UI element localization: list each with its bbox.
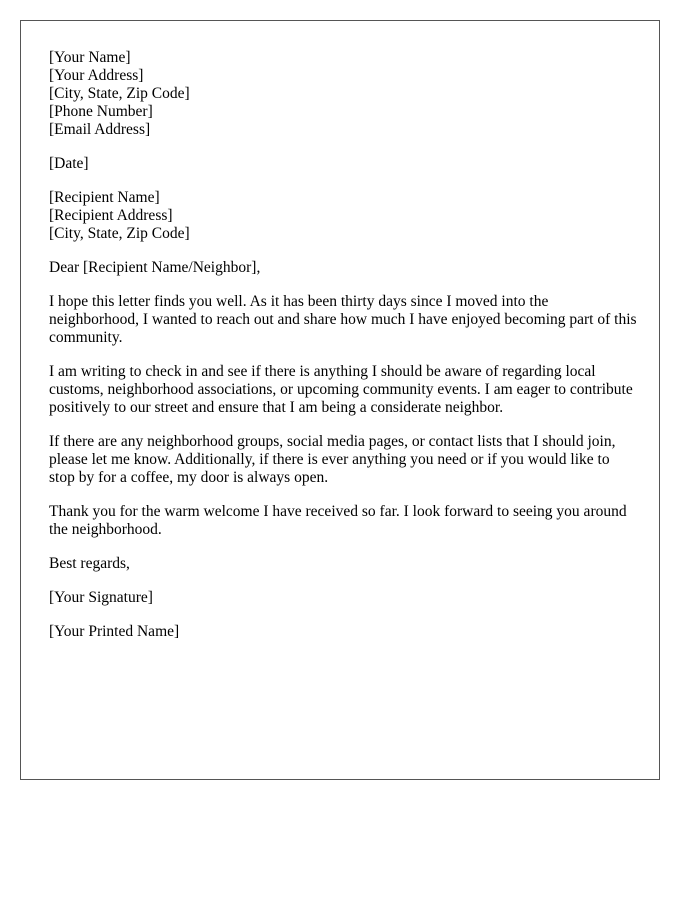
closing: Best regards, <box>49 555 130 572</box>
sender-city-state-zip: [City, State, Zip Code] <box>49 85 190 102</box>
sender-block <box>49 49 631 139</box>
printed-name: [Your Printed Name] <box>49 623 180 640</box>
signature-block <box>49 589 631 607</box>
recipient-city-state-zip: [City, State, Zip Code] <box>49 225 190 242</box>
sender-address: [Your Address] <box>49 67 144 84</box>
closing-block <box>49 555 631 573</box>
body-paragraph: I hope this letter finds you well. As it has been thirty days since I moved into the neighborhood, I wanted to reach out and share how much I have enjoyed becoming part of this community. <box>49 293 637 346</box>
recipient-block <box>49 189 631 243</box>
sender-name: [Your Name] <box>49 49 131 66</box>
recipient-address: [Recipient Address] <box>49 207 173 224</box>
body-paragraph: I am writing to check in and see if there is anything I should be aware of regarding local customs, neighborhood associations, or upcoming community events. I am eager to contribute positively to our street and ensure that I am being a considerate neighbor. <box>49 363 633 416</box>
letter-date: [Date] <box>49 155 89 172</box>
body-paragraph: Thank you for the warm welcome I have received so far. I look forward to seeing you around the neighborhood. <box>49 503 627 538</box>
recipient-name: [Recipient Name] <box>49 189 160 206</box>
date-block <box>49 155 631 173</box>
signature: [Your Signature] <box>49 589 153 606</box>
body-paragraph: If there are any neighborhood groups, social media pages, or contact lists that I should join, please let me know. Additionally, if there is ever anything you need or if you would like to stop by for a coffee, my door is always open. <box>49 433 616 486</box>
salutation: Dear [Recipient Name/Neighbor], <box>49 259 261 276</box>
sender-email: [Email Address] <box>49 121 151 138</box>
salutation-block <box>49 259 631 277</box>
letter-page <box>20 20 660 780</box>
printed-name-block <box>49 623 631 641</box>
sender-phone: [Phone Number] <box>49 103 153 120</box>
